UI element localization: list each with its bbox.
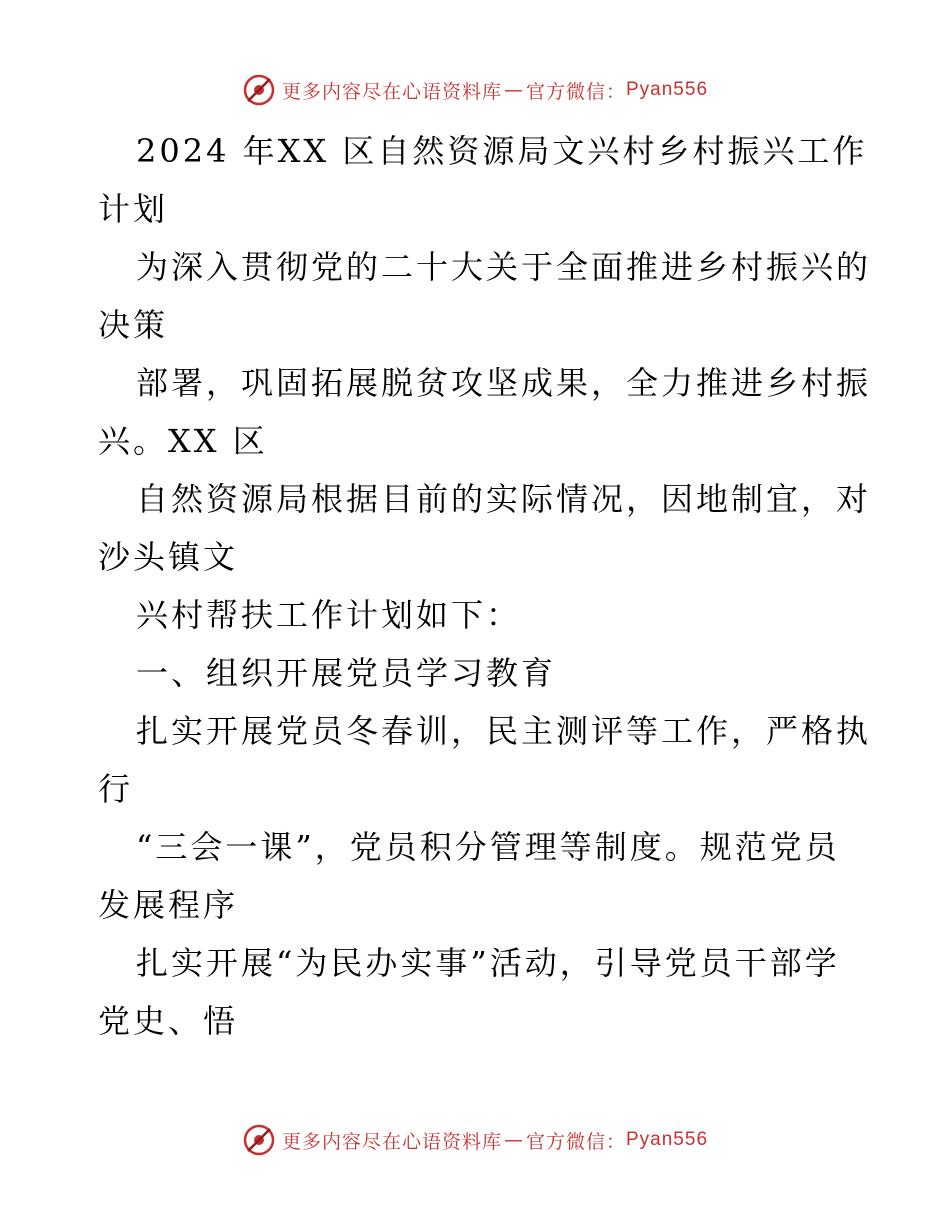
doc-paragraph-line: “三会一课”，党员积分管理等制度。规范党员 bbox=[136, 828, 840, 866]
doc-paragraph-line: 部署，巩固拓展脱贫攻坚成果，全力推进乡村振 bbox=[136, 364, 872, 402]
watermark-wechat-id: Pyan556 bbox=[626, 79, 709, 100]
doc-paragraph-line: 发展程序 bbox=[98, 886, 239, 924]
doc-paragraph-line: 兴。XX 区 bbox=[98, 422, 268, 460]
watermark-dash: — bbox=[503, 79, 524, 101]
doc-title-line-1: 2024 年XX 区自然资源局文兴村乡村振兴工作 bbox=[136, 132, 868, 170]
doc-paragraph-line: 自然资源局根据目前的实际情况，因地制宜，对 bbox=[136, 480, 872, 518]
watermark-text: 更多内容尽在心语资料库 bbox=[281, 80, 502, 103]
doc-paragraph-line: 沙头镇文 bbox=[98, 538, 239, 576]
watermark-dash: — bbox=[503, 1129, 524, 1151]
doc-title-line-2: 计划 bbox=[98, 190, 169, 228]
doc-paragraph-line: 决策 bbox=[98, 306, 169, 344]
document-body bbox=[98, 122, 872, 1050]
doc-paragraph-line: 兴村帮扶工作计划如下： bbox=[136, 596, 522, 634]
doc-paragraph-line: 党史、悟 bbox=[98, 1002, 239, 1040]
doc-paragraph-line: 行 bbox=[98, 770, 134, 808]
watermark-header bbox=[0, 70, 950, 110]
watermark-wechat-label: 官方微信： bbox=[525, 1130, 626, 1153]
watermark-text: 更多内容尽在心语资料库 bbox=[281, 1130, 502, 1153]
doc-section-heading: 一、组织开展党员学习教育 bbox=[136, 654, 557, 692]
watermark-footer bbox=[0, 1120, 950, 1160]
doc-paragraph-line: 为深入贯彻党的二十大关于全面推进乡村振兴的 bbox=[136, 248, 872, 286]
watermark-wechat-id: Pyan556 bbox=[626, 1129, 709, 1150]
doc-paragraph-line: 扎实开展党员冬春训，民主测评等工作，严格执 bbox=[136, 712, 872, 750]
watermark-wechat-label: 官方微信： bbox=[525, 80, 626, 103]
doc-paragraph-line: 扎实开展“为民办实事”活动，引导党员干部学 bbox=[136, 944, 840, 982]
brand-logo-icon bbox=[242, 1123, 276, 1157]
brand-logo-icon bbox=[242, 73, 276, 107]
